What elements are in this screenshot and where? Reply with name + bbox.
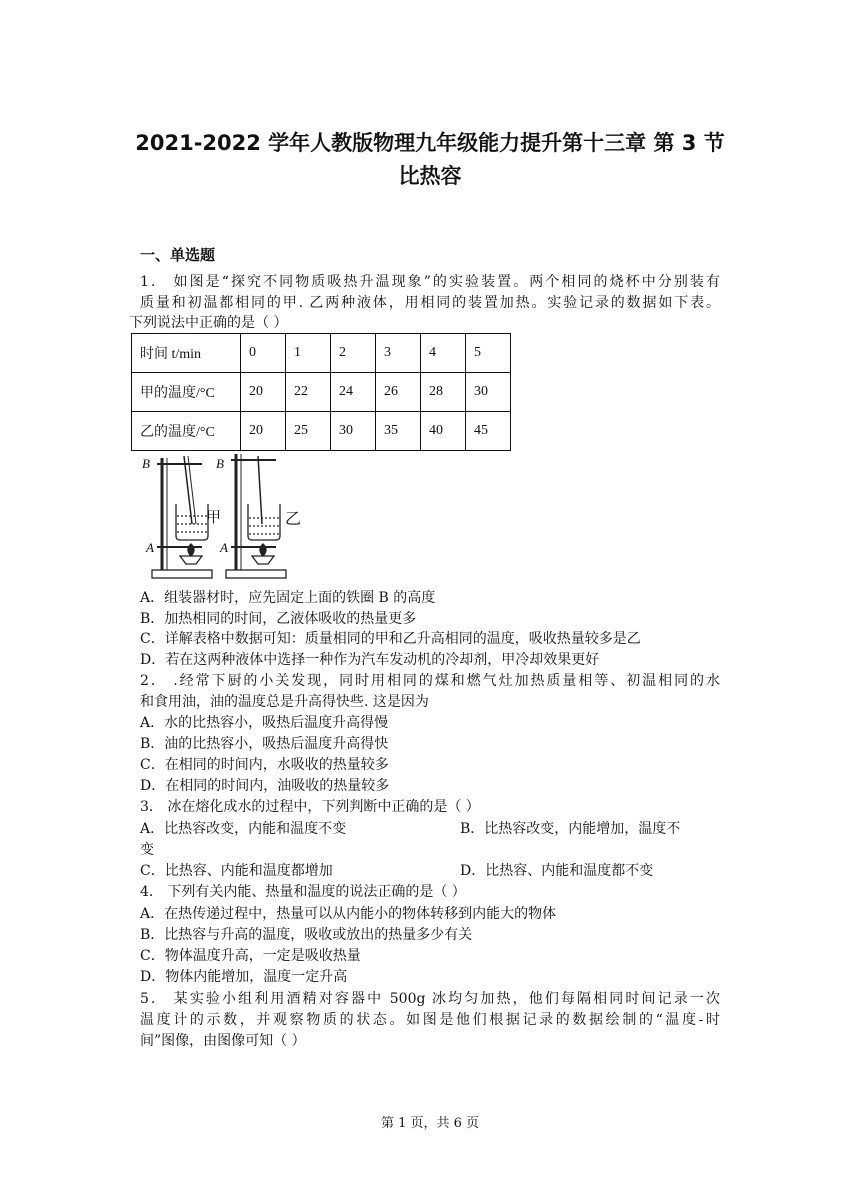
table-cell: 30	[466, 373, 511, 412]
figure-label-a-left: A	[146, 540, 154, 555]
heating-apparatus-figure	[140, 452, 315, 582]
q5-stem-line: 温度计的示数，并观察物质的状态。如图是他们根据记录的数据绘制的“温度-时	[140, 1012, 720, 1028]
table-cell: 0	[241, 334, 286, 373]
temperature-table	[131, 333, 511, 451]
table-cell: 甲的温度/°C	[132, 373, 241, 412]
q1-option-d: D．若在这两种液体中选择一种作为汽车发动机的冷却剂，甲冷却效果更好	[140, 652, 600, 668]
document-title	[80, 127, 780, 193]
table-cell: 20	[241, 373, 286, 412]
q3-option-d: D．比热容、内能和温度都不变	[460, 863, 654, 879]
q5-stem-line: 5． 某实验小组利用酒精对容器中 500g 冰均匀加热，他们每隔相同时间记录一次	[140, 991, 720, 1007]
table-cell: 时间 t/min	[132, 334, 241, 373]
table-row	[132, 373, 511, 412]
table-cell: 35	[376, 412, 421, 451]
table-cell: 2	[331, 334, 376, 373]
figure-label-a-right: A	[220, 540, 228, 555]
burner-right	[252, 556, 274, 564]
q3-option-a: A．比热容改变，内能和温度不变	[140, 821, 347, 837]
table-cell: 28	[421, 373, 466, 412]
q3-stem: 3． 冰在熔化成水的过程中，下列判断中正确的是（ ）	[140, 799, 480, 815]
table-cell: 5	[466, 334, 511, 373]
q3-option-b-continued: 变	[140, 842, 154, 858]
q5-stem-line: 间”图像，由图像可知（ ）	[140, 1033, 306, 1049]
table-cell: 20	[241, 412, 286, 451]
table-cell: 22	[286, 373, 331, 412]
table-cell: 3	[376, 334, 421, 373]
table-cell: 30	[331, 412, 376, 451]
q1-option-a: A．组装器材时，应先固定上面的铁圈 B 的高度	[140, 590, 436, 606]
q1-stem-line: 质量和初温都相同的甲. 乙两种液体，用相同的装置加热。实验记录的数据如下表。	[140, 295, 720, 311]
title-line-2: 比热容	[398, 164, 462, 188]
table-cell: 40	[421, 412, 466, 451]
page-footer: 第 1 页，共 6 页	[380, 1116, 480, 1131]
q4-stem: 4． 下列有关内能、热量和温度的说法正确的是（ ）	[140, 884, 466, 900]
q1-stem-line: 1． 如图是“探究不同物质吸热升温现象”的实验装置。两个相同的烧杯中分别装有	[140, 274, 720, 290]
q1-option-b: B．加热相同的时间，乙液体吸收的热量更多	[140, 611, 417, 627]
figure-label-yi: 乙	[285, 511, 302, 528]
table-cell: 24	[331, 373, 376, 412]
q4-option-b: B．比热容与升高的温度，吸收或放出的热量多少有关	[140, 927, 473, 943]
stand-base-right	[226, 570, 286, 578]
table-cell: 1	[286, 334, 331, 373]
table-cell: 乙的温度/°C	[132, 412, 241, 451]
q4-option-c: C．物体温度升高，一定是吸收热量	[140, 948, 361, 964]
stand-base-left	[152, 570, 212, 578]
table-cell: 26	[376, 373, 421, 412]
section-heading: 一、单选题	[140, 246, 216, 264]
q2-option-d: D．在相同的时间内，油吸收的热量较多	[140, 778, 390, 794]
burner-left	[180, 556, 202, 564]
table-row	[132, 334, 511, 373]
q2-option-a: A．水的比热容小，吸热后温度升高得慢	[140, 715, 389, 731]
q2-option-c: C．在相同的时间内，水吸收的热量较多	[140, 757, 389, 773]
q1-stem-line: 下列说法中正确的是（ ）	[129, 315, 288, 331]
title-line-1: 2021-2022 学年人教版物理九年级能力提升第十三章 第 3 节	[135, 131, 725, 155]
q2-option-b: B．油的比热容小，吸热后温度升高得快	[140, 736, 389, 752]
q2-stem-line: 2． .经常下厨的小关发现，同时用相同的煤和燃气灶加热质量相等、初温相同的水	[140, 673, 720, 689]
figure-label-b-left: B	[142, 456, 150, 471]
q4-option-a: A．在热传递过程中，热量可以从内能小的物体转移到内能大的物体	[140, 906, 557, 922]
table-row	[132, 412, 511, 451]
q3-option-b: B．比热容改变，内能增加，温度不	[460, 821, 681, 837]
table-cell: 45	[466, 412, 511, 451]
q3-option-c: C．比热容、内能和温度都增加	[140, 863, 333, 879]
q4-option-d: D．物体内能增加，温度一定升高	[140, 969, 348, 985]
figure-label-b-right: B	[216, 456, 224, 471]
table-cell: 25	[286, 412, 331, 451]
q2-stem-line: 和食用油，油的温度总是升高得快些. 这是因为	[140, 694, 429, 710]
beaker-right	[248, 504, 280, 540]
table-cell: 4	[421, 334, 466, 373]
q1-option-c: C．详解表格中数据可知：质量相同的甲和乙升高相同的温度，吸收热量较多是乙	[140, 631, 641, 647]
figure-label-jia: 甲	[206, 510, 222, 526]
